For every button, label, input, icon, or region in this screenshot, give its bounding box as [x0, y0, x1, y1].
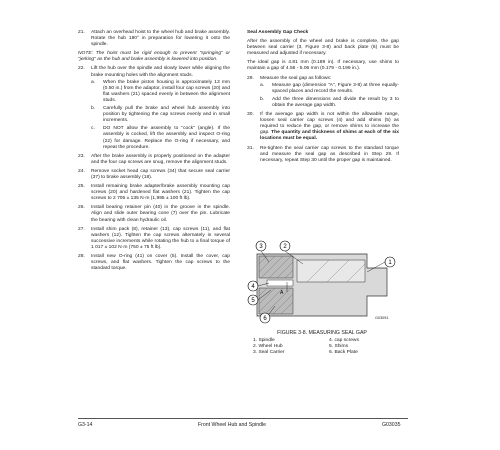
step-29b — [260, 97, 399, 109]
step-number: 26. — [78, 205, 85, 211]
cap-screw-shape — [267, 280, 293, 286]
step-24 — [78, 169, 230, 181]
step-number: 28. — [78, 254, 85, 259]
callout-3: 3 — [259, 244, 263, 250]
step-number: 30. — [247, 112, 254, 118]
step-text: Install bearing retainer pin (40) in the groove in the spindle. Align and slide outer bearing cone (7) over the pin. Lubricate the bearing with clean hydraulic oil. — [91, 205, 230, 223]
step-number: 29. — [247, 75, 254, 81]
step-27 — [78, 227, 230, 251]
sub-step-text: Add the three dimensions and divide the result by 3 to obtain the average gap width. — [272, 96, 399, 108]
page-number: G3-14 — [78, 422, 93, 428]
callout-6: 6 — [263, 316, 267, 322]
step-warning: The quantity and thickness of shims at each of the six locations must be equal. — [260, 130, 399, 142]
step-22b — [91, 106, 230, 124]
step-29a — [260, 83, 399, 95]
step-25 — [78, 184, 230, 202]
step-text: After the brake assembly is properly positioned on the adapter and the four cap screws are snug, remove the alignment studs. — [91, 153, 230, 165]
figure-code: G03091 — [375, 316, 389, 320]
step-text: Install new O-ring (41) on cover (5). Install the cover, cap screws, and flat washers. Tighten the cap screws to the standard torque. — [91, 254, 230, 272]
section-title: Front Wheel Hub and Spindle — [198, 422, 267, 428]
dimension-a-label: A — [280, 290, 284, 296]
step-number: 23. — [78, 153, 85, 159]
intro-paragraph: After the assembly of the wheel and brake is complete, the gap between seal carrier (3, Figure 3-8) and back plate (6) must be measured and adjusted if necessary. — [247, 39, 399, 57]
step-text: Measure the seal gap as follows: — [260, 75, 332, 81]
back-plate-section — [259, 288, 293, 314]
step-text: Remove socket head cap screws (34) that secure seal carrier (37) to brake assembly (18). — [91, 168, 230, 180]
step-text: Install remaining brake adapter/brake assembly mounting cap screws (20) and hardened flat washers (21). Tighten the cap screws to 2 705 ± 135 N·m (1,995 ± 100 ft lb). — [91, 184, 230, 202]
step-number: 22. — [78, 66, 85, 72]
legend-item-wheel-hub: 2. Wheel Hub — [253, 344, 283, 350]
step-22 — [78, 66, 230, 150]
step-text: Re-tighten the seal carrier cap screws to the standard torque and measure the seal gap as described in Step 29. If necessary, repeat Step 30 until the proper gap is maintained. — [260, 145, 399, 163]
step-text: If the average gap width is not within the allowable range, loosen seal carrier cap screws (4) and add shims (5) as required to reduce the gap, or remove shims to increase the gap. — [260, 112, 399, 136]
callout-4: 4 — [251, 284, 255, 290]
step-number: 27. — [78, 226, 85, 232]
step-number: 25. — [78, 184, 85, 190]
legend-item-back-plate: 6. Back Plate — [329, 350, 358, 356]
callout-5: 5 — [251, 298, 255, 304]
spindle-section — [297, 260, 365, 282]
sub-step-letter: b. — [260, 96, 265, 102]
step-31 — [247, 146, 399, 164]
ideal-gap-paragraph: The ideal gap is 4.81 mm (0.189 in). If necessary, use shims to maintain a gap of 4.56 - 5.06 mm (0.179 - 0.199 in.). — [247, 60, 399, 72]
step-30 — [247, 112, 399, 142]
sub-step-text: When the brake piston housing is approximately 13 mm (0.50 in.) from the adaptor, install four cap screws (20) and flat washers (21) spaced evenly in between the alignment studs. — [103, 79, 230, 103]
step-22a — [91, 80, 230, 104]
step-text: Install shim pack (8), retainer (13), cap screws (11), and flat washers (12). Tighten the cap screws alternately in several successive increments while rotating the hub to a final torque of 1 017 ± 102 N·m (750 ± 75 ft lb). — [91, 226, 230, 250]
sub-step-letter: a. — [260, 82, 265, 88]
figure-caption: FIGURE 3-8. MEASURING SEAL GAP — [277, 330, 367, 336]
step-26 — [78, 205, 230, 223]
left-column — [78, 30, 230, 275]
step-23 — [78, 154, 230, 166]
step-number: 31. — [247, 145, 254, 151]
legend-item-shims: 5. Shims — [329, 344, 349, 350]
right-column — [247, 30, 399, 167]
cross-section-drawing — [247, 238, 397, 324]
legend-item-seal-carrier: 3. Seal Carrier — [253, 350, 285, 356]
document-code: G03035 — [382, 422, 401, 428]
step-28 — [78, 254, 230, 272]
step-text: Lift the hub over the spindle and slowly lower while aligning the brake mounting holes with the alignment studs. — [91, 66, 230, 78]
section-heading: Seal Assembly Gap Check — [247, 30, 309, 35]
step-number: 24. — [78, 168, 85, 174]
step-29 — [247, 76, 399, 109]
sub-step-letter: c. — [91, 126, 95, 132]
step-21 — [78, 30, 230, 48]
sub-step-text: Measure gap (dimension "A", Figure 3-8) at three equally-spaced places and record the results. — [272, 82, 399, 94]
seal-gap-figure — [247, 238, 397, 324]
legend-item-cap-screws: 4. cap screws — [329, 338, 359, 343]
step-text: Attach an overhead hoist to the wheel hub and brake assembly. Rotate the hub 180° in preparation for lowering it onto the spindle. — [91, 30, 230, 48]
sub-step-letter: b. — [91, 106, 96, 112]
sub-step-text: DO NOT allow the assembly to "cock" (angle). If the assembly is cocked, lift the assembly and inspect O-ring (22) for damage. Replace the O-ring if necessary, and repeat the procedure. — [103, 126, 230, 150]
callout-1: 1 — [388, 260, 392, 266]
legend-item-spindle: 1. Spindle — [253, 338, 275, 343]
step-22c — [91, 126, 230, 150]
step-number: 21. — [78, 30, 85, 35]
footer-divider — [78, 418, 408, 419]
sub-step-letter: a. — [91, 79, 96, 85]
callout-2: 2 — [283, 244, 287, 250]
note: NOTE: The hoist must be rigid enough to prevent "springing" or "jerking" as the hub and brake assembly is lowered into position. — [78, 51, 230, 63]
sub-step-text: Carefully pull the brake and wheel hub assembly into position by tightening the cap screws evenly and in small increments. — [103, 106, 230, 124]
